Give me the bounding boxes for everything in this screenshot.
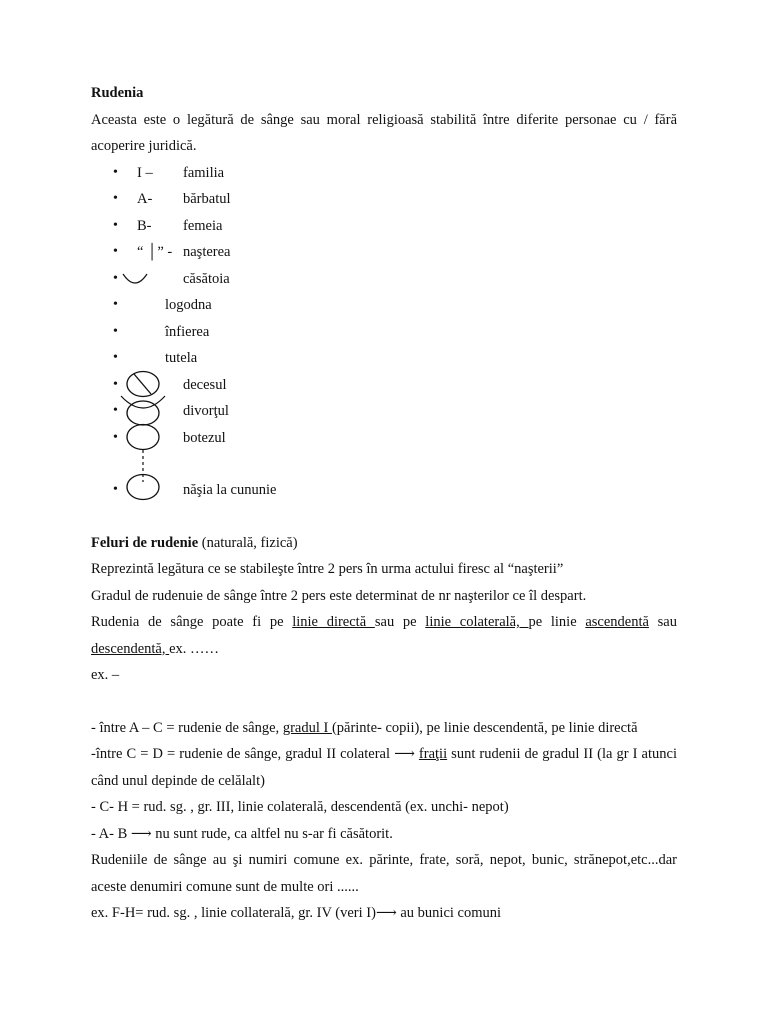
text-span: - între A – C = rudenie de sânge, [91,719,283,736]
legend-label: divorţul [183,403,229,419]
intro-paragraph: Aceasta este o legătură de sânge sau moral religioasă stabilită între diferite personae cu / fără acoperire juridică. [91,111,677,154]
text-span: ex. …… [169,640,220,657]
legend-label: înfierea [165,323,210,340]
legend-label: naşterea [183,244,231,260]
bullet: • [113,164,118,180]
text-span: -între C = D = rudenie de sânge, gradul II colateral ⟶ [91,746,419,762]
bullet: • [113,244,118,259]
legend-item-nasia [91,477,677,504]
document-title: Rudenia [91,85,144,101]
underlined-term: fraţii [418,746,448,762]
legend-item-logodna [91,292,677,319]
example-line [91,741,677,794]
text-span: sau pe [374,614,426,630]
bullet: • [113,191,118,206]
circle-icon [125,472,161,502]
underlined-term: linie colaterală, [425,614,529,630]
section-heading-rest: (naturală, fizică) [198,534,298,551]
legend-label: femeia [183,217,223,234]
text-span: sau [648,614,677,630]
underlined-term: ascendentă [585,614,649,630]
example-line: Rudeniile de sânge au şi numiri comune ex. părinte, frate, soră, nepot, bunic, strănepot,etc...dar aceste denumiri comune sunt de multe ori ...... [91,852,677,895]
legend-item-femeia [91,213,677,240]
legend-label: bărbatul [183,191,231,207]
symbol-legend-list [91,160,677,504]
legend-label: logodna [165,297,212,313]
underlined-term: linie directă [292,614,375,630]
example-line: - A- B ⟶ nu sunt rude, ca altfel nu s-ar fi căsătorit. [91,825,393,842]
legend-label: căsătoia [183,270,230,287]
legend-item-casatoria [91,266,677,293]
legend-item-divortul [91,398,677,425]
legend-item-barbatul [91,186,677,213]
legend-item-botezul [91,425,677,452]
arc-icon [121,272,149,286]
example-line [91,715,677,742]
text-line: Reprezintă legătura ce se stabileşte între 2 pers în urma actului firesc al “naşterii” [91,561,564,577]
bullet: • [113,482,118,497]
section-heading [91,530,677,557]
bullet: • [113,217,118,233]
legend-label: botezul [183,429,226,446]
text-line: ex. – [91,667,120,683]
legend-symbol: I – [137,164,153,181]
text-span: sunt rudenii de gradul II (la gr I atunci când unul depinde de celălalt) [91,746,677,789]
bullet: • [113,350,118,365]
bullet: • [113,323,118,339]
text-span: (părinte- copii), pe linie descendentă, pe linie directă [331,719,638,736]
legend-item-tutela [91,345,677,372]
legend-item-nasterea [91,239,677,266]
text-paragraph [91,609,677,662]
legend-label: tutela [165,350,198,366]
bullet: • [113,429,118,445]
bullet: • [113,403,118,418]
legend-item-decesul [91,372,677,399]
legend-label: năşia la cununie [183,482,277,498]
legend-item-infierea [91,319,677,346]
underlined-term: descendentă, [91,640,170,657]
document-page [91,80,677,927]
bullet: • [113,297,118,312]
underlined-term: gradul I [282,719,332,736]
example-line: - C- H = rud. sg. , gr. III, linie colaterală, descendentă (ex. unchi- nepot) [91,799,509,815]
example-line: ex. F-H= rud. sg. , linie collaterală, gr. IV (veri I)⟶ au bunici comuni [91,905,502,921]
text-span: Rudenia de sânge poate fi pe [91,614,293,630]
bullet: • [113,376,118,392]
section-heading-bold: Feluri de rudenie [91,534,199,551]
legend-spacer [91,451,677,477]
text-line: Gradul de rudenuie de sânge între 2 pers este determinat de nr naşterilor ce îl despart. [91,587,587,604]
legend-label: familia [183,164,225,181]
legend-item-familia [91,160,677,187]
legend-symbol: B- [137,217,152,234]
bullet: • [113,270,118,286]
legend-symbol: A- [137,191,153,207]
text-span: pe linie [528,614,586,630]
legend-label: decesul [183,376,227,393]
legend-symbol: “ │” - [137,244,173,260]
